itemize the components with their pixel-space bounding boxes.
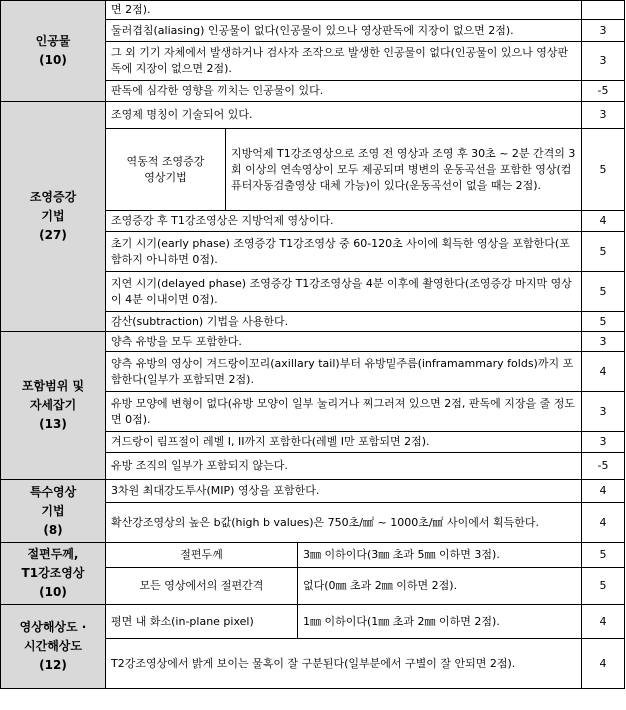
score-cell: 4	[582, 639, 625, 689]
criterion-text: 유방 모양에 변형이 없다(유방 모양이 일부 눌리거나 찌그러져 있으면 2점, 판독에 지장을 줄 정도면 0점).	[106, 392, 582, 432]
score-cell: 5	[582, 232, 625, 272]
slice-thickness-label: 절편두께	[106, 543, 298, 568]
score-cell: 4	[582, 480, 625, 503]
criterion-text: 유방 조직의 일부가 포함되지 않는다.	[106, 453, 582, 480]
score-cell: 3	[582, 20, 625, 42]
score-cell: 3	[582, 102, 625, 129]
criterion-text: 양측 유방의 영상이 겨드랑이꼬리(axillary tail)부터 유방밑주름(inframammary folds)까지 포함한다(일부가 포함되면 2점).	[106, 352, 582, 392]
score-cell: 4	[582, 605, 625, 639]
criterion-text: 없다(0㎜ 초과 2㎜ 이하면 2점).	[298, 568, 582, 605]
criterion-text: 확산강조영상의 높은 b값(high b values)은 750초/㎟ ~ 1000초/㎟ 사이에서 획득한다.	[106, 503, 582, 543]
category-artifact: 인공물 (10)	[1, 1, 106, 102]
criterion-text: 감산(subtraction) 기법을 사용한다.	[106, 312, 582, 332]
score-cell: -5	[582, 81, 625, 102]
criterion-text: 1㎜ 이하이다(1㎜ 초과 2㎜ 이하면 2점).	[298, 605, 582, 639]
criterion-text: 3차원 최대강도투사(MIP) 영상을 포함한다.	[106, 480, 582, 503]
score-cell: 3	[582, 432, 625, 453]
criterion-text: 조영제 명칭이 기술되어 있다.	[106, 102, 582, 129]
criterion-text: T2강조영상에서 밝게 보이는 물혹이 잘 구분된다(일부분에서 구별이 잘 안되면 2점).	[106, 639, 582, 689]
score-cell: 5	[582, 312, 625, 332]
score-cell: 5	[582, 568, 625, 605]
criterion-text: 3㎜ 이하이다(3㎜ 초과 5㎜ 이하면 3점).	[298, 543, 582, 568]
criterion-text: 초기 시기(early phase) 조영증강 T1강조영상 중 60-120초 사이에 획득한 영상을 포함한다(포함하지 아니하면 0점).	[106, 232, 582, 272]
criterion-text: 판독에 심각한 영향을 끼치는 인공물이 있다.	[106, 81, 582, 102]
score-cell: 4	[582, 503, 625, 543]
criterion-text: 둘러겹침(aliasing) 인공물이 없다(인공물이 있으나 영상판독에 지장이 없으면 2점).	[106, 20, 582, 42]
score-cell: 5	[582, 272, 625, 312]
score-cell: 5	[582, 129, 625, 211]
score-cell	[582, 1, 625, 20]
criterion-text: 겨드랑이 림프절이 레벨 I, II까지 포함한다(레벨 I만 포함되면 2점).	[106, 432, 582, 453]
category-contrast: 조영증강 기법 (27)	[1, 102, 106, 332]
score-cell: -5	[582, 453, 625, 480]
in-plane-pixel-label: 평면 내 화소(in-plane pixel)	[106, 605, 298, 639]
score-cell: 3	[582, 392, 625, 432]
category-resolution: 영상해상도 · 시간해상도 (12)	[1, 605, 106, 689]
criterion-text: 지연 시기(delayed phase) 조영증강 T1강조영상을 4분 이후에 촬영한다(조영증강 마지막 영상이 4분 이내이면 0점).	[106, 272, 582, 312]
score-cell: 3	[582, 332, 625, 352]
category-coverage: 포함범위 및 자세잡기 (13)	[1, 332, 106, 480]
criterion-text: 조영증강 후 T1강조영상은 지방억제 영상이다.	[106, 211, 582, 232]
category-slice: 절편두께, T1강조영상 (10)	[1, 543, 106, 605]
criterion-text: 양측 유방을 모두 포함한다.	[106, 332, 582, 352]
criterion-text: 면 2점).	[106, 1, 582, 20]
criterion-text: 그 외 기기 자체에서 발생하거나 검사자 조작으로 발생한 인공물이 없다(인공물이 있으나 영상판독에 지장이 없으면 2점).	[106, 42, 582, 81]
score-cell: 4	[582, 352, 625, 392]
slice-gap-label: 모든 영상에서의 절편간격	[106, 568, 298, 605]
score-cell: 3	[582, 42, 625, 81]
dynamic-technique-label: 역동적 조영증강 영상기법	[106, 129, 226, 211]
score-cell: 4	[582, 211, 625, 232]
criterion-text: 지방억제 T1강조영상으로 조영 전 영상과 조영 후 30초 ~ 2분 간격의 3회 이상의 연속영상이 모두 제공되며 병변의 운동곡선을 포함한 영상(컴퓨터자동검출영상 대체 가능)이 있다(운동곡선이 없을 때는 2점).	[226, 129, 582, 211]
score-cell: 5	[582, 543, 625, 568]
category-special: 특수영상 기법 (8)	[1, 480, 106, 543]
